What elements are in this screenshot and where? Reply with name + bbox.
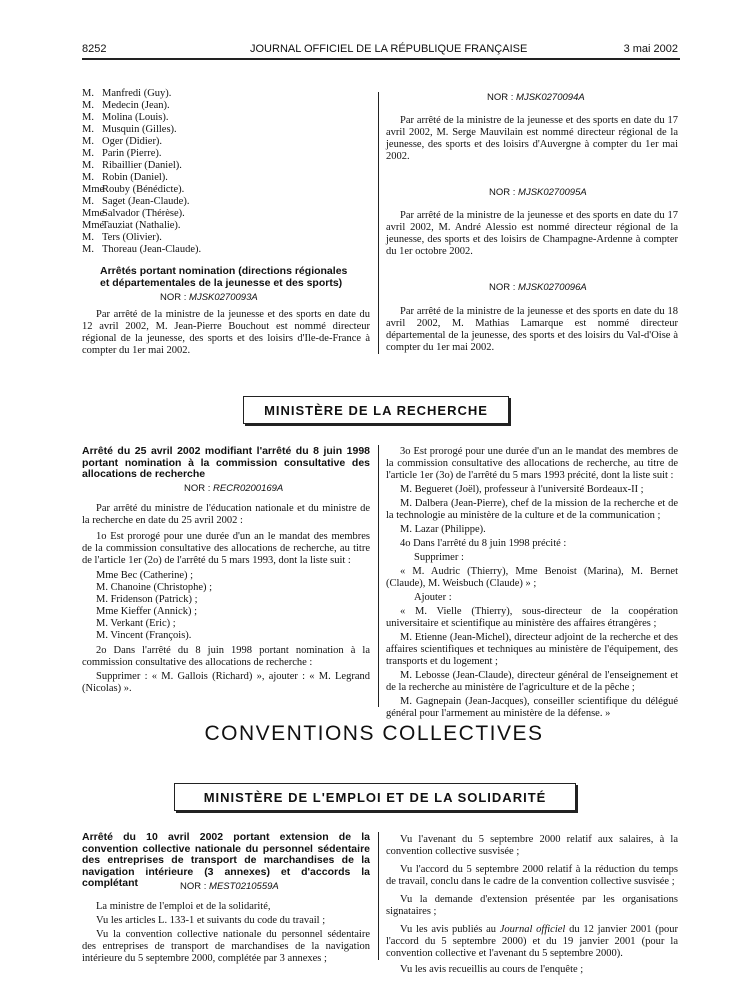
civility-prefix: M. — [82, 232, 94, 243]
arrete-paragraph: Par arrêté de la ministre de la jeunesse et des sports en date du 12 avril 2002, M. Jean-Pierre Bouchout est nommé directeur régional de la jeunesse, des sports et des loisirs d'Ile-de-France à compter du 1er mai 2002. — [82, 309, 370, 356]
civility-prefix: Mme — [82, 208, 105, 219]
emploi-right-paragraph-3: Vu la demande d'extension présentée par les organisations signataires ; — [386, 894, 678, 917]
heading-line-2: et départementales de la jeunesse et des sports) — [100, 276, 343, 289]
person-name: Oger (Didier). — [102, 136, 163, 147]
recherche-right-paragraph-4: M. Lazar (Philippe). — [400, 524, 486, 535]
name-entry — [82, 232, 302, 244]
person-name: Ribaillier (Daniel). — [102, 160, 182, 171]
nor-code: RECR0200169A — [213, 483, 284, 494]
nor-reference-3 — [489, 282, 587, 293]
person-name: Rouby (Bénédicte). — [102, 184, 185, 195]
civility-prefix: M. — [82, 88, 94, 99]
journal-officiel-italic: Journal officiel — [499, 924, 566, 935]
emploi-right-body — [386, 834, 678, 978]
civility-prefix: M. — [82, 136, 94, 147]
person-name: Molina (Louis). — [102, 112, 169, 123]
name-entry — [82, 112, 302, 124]
recherche-right-paragraph-8: Ajouter : — [414, 592, 452, 603]
nor-label: NOR : — [180, 881, 207, 892]
nor-label: NOR : — [489, 187, 516, 198]
name-entry — [82, 184, 302, 196]
recherche-right-paragraph-11: M. Lebosse (Jean-Claude), directeur général de l'enseignement et de la recherche au ministère de l'agriculture et de la pêche ; — [386, 670, 678, 693]
nor-reference-emploi — [180, 881, 279, 892]
person-name: Thoreau (Jean-Claude). — [102, 244, 202, 255]
recherche-right-paragraph-12: M. Gagnepain (Jean-Jacques), conseiller scientifique du délégué général pour l'armement au ministère de la défense. » — [386, 696, 678, 719]
name-entry — [82, 160, 302, 172]
recherche-heading: Arrêté du 25 avril 2002 modifiant l'arrêté du 8 juin 1998 portant nomination à la commission consultative des allocations de recherche — [82, 445, 370, 480]
civility-prefix: M. — [82, 100, 94, 111]
emploi-paragraph-2: Vu les articles L. 133-1 et suivants du code du travail ; — [96, 915, 326, 926]
conventions-collectives-title: CONVENTIONS COLLECTIVES — [204, 722, 544, 745]
person-name: Manfredi (Guy). — [102, 88, 172, 99]
nor-reference-2 — [489, 187, 587, 198]
civility-prefix: M. — [82, 124, 94, 135]
header-rule — [82, 58, 680, 60]
member-entry: M. Vincent (François). — [96, 630, 192, 641]
recherche-right-paragraph-3: M. Dalbera (Jean-Pierre), chef de la mission de la recherche et de la technologie au ministère de la culture et de la communication ; — [386, 498, 678, 521]
civility-prefix: Mme — [82, 184, 105, 195]
name-entry — [82, 244, 302, 256]
recherche-right-paragraph-1: 3o Est prorogé pour une durée d'un an le mandat des membres de la commission consultative des allocations de recherche, au titre de l'article 1er (3o) de l'arrêté du 5 mars 1993 précité, dont la liste suit : — [386, 446, 678, 481]
nor-label: NOR : — [489, 282, 516, 293]
emploi-right-paragraph-4 — [386, 924, 678, 960]
name-entry — [82, 220, 302, 232]
issue-date: 3 mai 2002 — [623, 43, 678, 55]
nor-code: MEST0210559A — [209, 881, 279, 892]
emploi-left-body — [82, 901, 370, 967]
person-name: Ters (Olivier). — [102, 232, 162, 243]
name-entry — [82, 208, 302, 220]
civility-prefix: M. — [82, 148, 94, 159]
person-name: Robin (Daniel). — [102, 172, 168, 183]
arrete-paragraph-1: Par arrêté de la ministre de la jeunesse et des sports en date du 17 avril 2002, M. Serge Mauvilain est nommé directeur régional de la jeunesse, des sports et des loisirs d'Auvergne à compter du 1er mai 2002. — [386, 115, 678, 162]
avis-text-start: Vu les avis publiés au — [400, 924, 500, 935]
civility-prefix: M. — [82, 112, 94, 123]
recherche-right-paragraph-5: 4o Dans l'arrêté du 8 juin 1998 précité : — [400, 538, 567, 549]
person-name: Salvador (Thérèse). — [102, 208, 185, 219]
member-entry: M. Chanoine (Christophe) ; — [96, 582, 213, 593]
recherche-left-body — [82, 503, 370, 697]
civility-prefix: M. — [82, 196, 94, 207]
person-name: Musquin (Gilles). — [102, 124, 177, 135]
person-name: Medecin (Jean). — [102, 100, 170, 111]
recherche-paragraph-2: 1o Est prorogé pour une durée d'un an le mandat des membres de la commission consultative des allocations de recherche, au titre de l'article 1er (2o) de l'arrêté du 5 mars 1993, dont la liste suit : — [82, 531, 370, 566]
nor-label: NOR : — [160, 292, 187, 303]
civility-prefix: M. — [82, 160, 94, 171]
emploi-paragraph-1: La ministre de l'emploi et de la solidarité, — [96, 901, 271, 912]
recherche-right-paragraph-7: « M. Audric (Thierry), Mme Benoist (Marina), M. Bernet (Claude), M. Weisbuch (Claude) » ; — [386, 566, 678, 589]
name-entry — [82, 100, 302, 112]
name-entry — [82, 124, 302, 136]
civility-prefix: M. — [82, 244, 94, 255]
nor-reference — [160, 292, 258, 303]
nor-reference-recherche — [184, 483, 283, 494]
column-divider-middle — [378, 445, 379, 707]
names-list — [82, 88, 302, 256]
name-entry — [82, 136, 302, 148]
recherche-paragraph-3: 2o Dans l'arrêté du 8 juin 1998 portant nomination à la commission consultative des allocations de recherche : — [82, 645, 370, 668]
nor-code: MJSK0270096A — [518, 282, 587, 293]
name-entry — [82, 88, 302, 100]
recherche-paragraph-1: Par arrêté du ministre de l'éducation nationale et du ministre de la recherche en date du 25 avril 2002 : — [82, 503, 370, 526]
member-entry: Mme Bec (Catherine) ; — [96, 570, 194, 581]
recherche-right-paragraph-2: M. Begueret (Joël), professeur à l'université Bordeaux-II ; — [400, 484, 644, 495]
recherche-right-paragraph-6: Supprimer : — [414, 552, 464, 563]
commission-member-list — [82, 570, 370, 642]
arrete-paragraph-2: Par arrêté de la ministre de la jeunesse et des sports en date du 17 avril 2002, M. André Alessio est nommé directeur régional de la jeunesse, des sports et des loisirs de Champagne-Ardenne à compter du 1er octobre 2002. — [386, 210, 678, 257]
civility-prefix: M. — [82, 172, 94, 183]
nor-reference-1 — [487, 92, 585, 103]
nor-label: NOR : — [184, 483, 211, 494]
person-name: Saget (Jean-Claude). — [102, 196, 190, 207]
emploi-paragraph-3: Vu la convention collective nationale du personnel sédentaire des entreprises de transport de marchandises de la navigation intérieure du 5 septembre 2000, complétée par 3 annexes ; — [82, 929, 370, 964]
recherche-right-body — [386, 446, 678, 722]
name-entry — [82, 148, 302, 160]
arrete-paragraph-3: Par arrêté de la ministre de la jeunesse et des sports en date du 18 avril 2002, M. Mathias Lamarque est nommé directeur départemental de la jeunesse, des sports et des loisirs du Val-d'Oise à compter du 1er mai 2002. — [386, 306, 678, 353]
column-divider-bottom — [378, 832, 379, 960]
ministry-emploi-title: MINISTÈRE DE L'EMPLOI ET DE LA SOLIDARITÉ — [174, 783, 576, 811]
member-entry: M. Fridenson (Patrick) ; — [96, 594, 198, 605]
nor-label: NOR : — [487, 92, 514, 103]
emploi-right-paragraph-2: Vu l'accord du 5 septembre 2000 relatif à la réduction du temps de travail, conclu dans le cadre de la convention collective susvisée ; — [386, 864, 678, 887]
heading-line-1: Arrêtés portant nomination (directions régionales — [100, 265, 348, 277]
civility-prefix: Mme — [82, 220, 105, 231]
avis-text-end: du 12 janvier 2001 (pour l'accord du 5 septembre 2000) et du 19 janvier 2001 (pour la convention collective et l'avenant du 5 septembre 2000). — [386, 924, 678, 959]
name-entry — [82, 172, 302, 184]
member-entry: M. Verkant (Eric) ; — [96, 618, 176, 629]
nor-code: MJSK0270095A — [518, 187, 587, 198]
recherche-right-paragraph-10: M. Etienne (Jean-Michel), directeur adjoint de la recherche et des affaires scientifiques et techniques au ministère de l'équipement, des transports et du logement ; — [386, 632, 678, 667]
ministry-recherche-title: MINISTÈRE DE LA RECHERCHE — [243, 396, 509, 424]
name-entry — [82, 196, 302, 208]
recherche-right-paragraph-9: « M. Vielle (Thierry), sous-directeur de la coopération universitaire et scientifique au ministère des affaires étrangères ; — [386, 606, 678, 629]
emploi-right-paragraph-5: Vu les avis recueillis au cours de l'enquête ; — [400, 964, 584, 975]
arretes-heading — [100, 266, 370, 289]
person-name: Parin (Pierre). — [102, 148, 162, 159]
emploi-heading: Arrêté du 10 avril 2002 portant extension de la convention collective nationale du personnel sédentaire des entreprises de transport de marchandises de la navigation intérieure (3 annexes) et d'accords la complétant — [82, 831, 370, 889]
column-divider-top — [378, 92, 379, 354]
page-number: 8252 — [82, 43, 107, 55]
recherche-paragraph-4: Supprimer : « M. Gallois (Richard) », ajouter : « M. Legrand (Nicolas) ». — [82, 671, 370, 694]
journal-title: JOURNAL OFFICIEL DE LA RÉPUBLIQUE FRANÇAISE — [250, 43, 528, 55]
nor-code: MJSK0270093A — [189, 292, 258, 303]
nor-code: MJSK0270094A — [516, 92, 585, 103]
emploi-right-paragraph-1: Vu l'avenant du 5 septembre 2000 relatif aux salaires, à la convention collective susvisée ; — [386, 834, 678, 857]
person-name: Tauziat (Nathalie). — [102, 220, 181, 231]
member-entry: Mme Kieffer (Annick) ; — [96, 606, 197, 617]
